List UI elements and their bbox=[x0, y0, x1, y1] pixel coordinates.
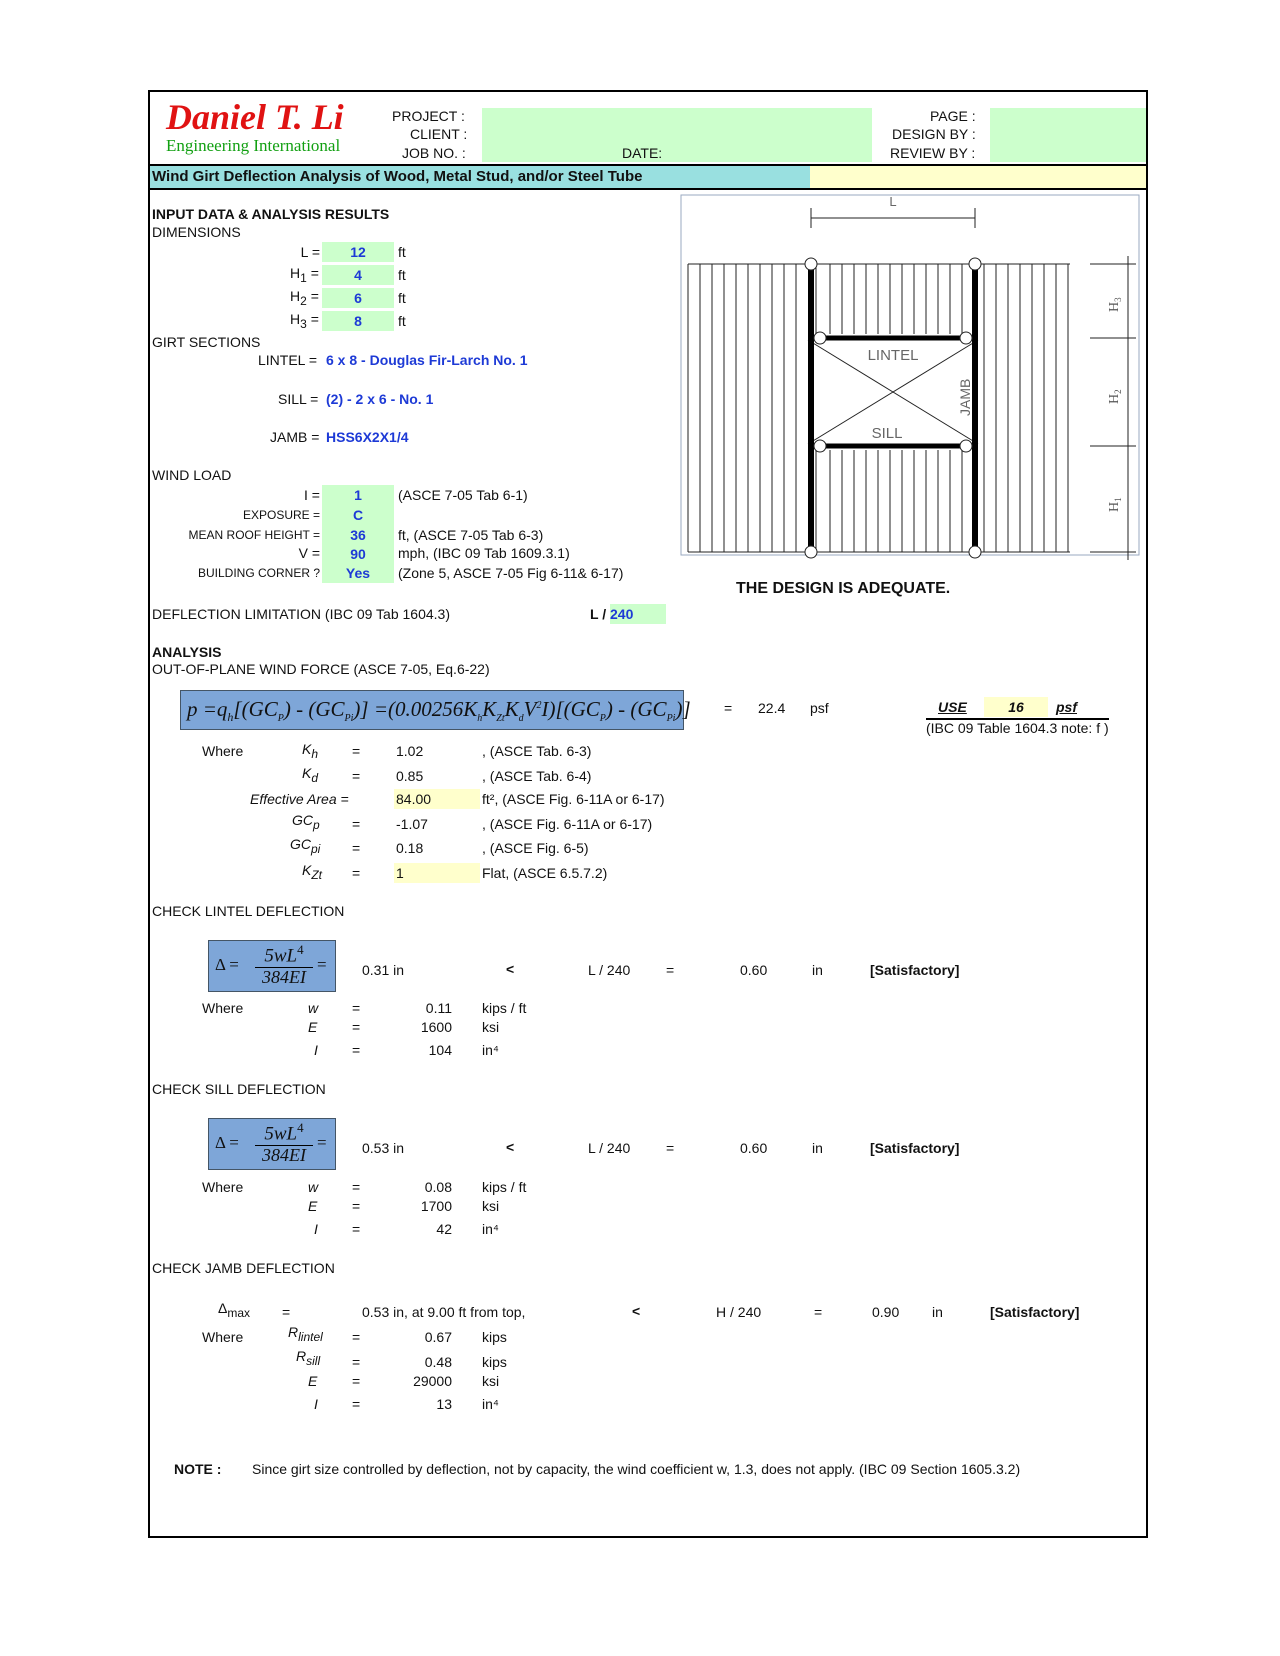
sill-E-val: 1700 bbox=[420, 1198, 452, 1214]
Kd-eq: = bbox=[352, 768, 361, 784]
jamb-limit: H / 240 bbox=[716, 1304, 762, 1320]
analysis-sub: OUT-OF-PLANE WIND FORCE (ASCE 7-05, Eq.6-22) bbox=[152, 661, 490, 677]
effective-area-input[interactable]: 84.00 bbox=[394, 789, 480, 809]
wind-load-heading: WIND LOAD bbox=[152, 467, 232, 483]
H3-label: $H_3$ = bbox=[290, 311, 319, 331]
Kh-note: , (ASCE Tab. 6-3) bbox=[482, 743, 592, 759]
jamb-E-sym: E bbox=[308, 1373, 318, 1389]
girt-sections-heading: GIRT SECTIONS bbox=[152, 334, 261, 350]
use-note: (IBC 09 Table 1604.3 note: f ) bbox=[926, 720, 1109, 736]
sill-eq: = bbox=[666, 1140, 675, 1156]
H2-unit: ft bbox=[398, 290, 406, 306]
sill-I-eq: = bbox=[352, 1221, 361, 1237]
diagram-H3-label: $H_3$ bbox=[1107, 297, 1123, 312]
sill-where: Where bbox=[202, 1179, 244, 1195]
Kh-eq: = bbox=[352, 743, 361, 759]
sill-allow: 0.60 bbox=[740, 1140, 768, 1156]
design-result: THE DESIGN IS ADEQUATE. bbox=[736, 580, 951, 597]
use-unit: psf bbox=[1056, 699, 1077, 715]
diagram-H1-label: $H_1$ bbox=[1107, 497, 1123, 512]
Kzt-symbol: $K_{Zt}$ bbox=[302, 862, 323, 882]
p-unit: psf bbox=[810, 700, 829, 716]
V-label: V = bbox=[298, 545, 320, 561]
jamb-Rs-val: 0.48 bbox=[424, 1354, 452, 1370]
jamb-where: Where bbox=[202, 1329, 244, 1345]
Kzt-input[interactable]: 1 bbox=[394, 863, 480, 883]
logo-name: Daniel T. Li bbox=[166, 97, 344, 137]
GCpi-value: 0.18 bbox=[396, 840, 424, 856]
title-bar bbox=[150, 164, 1146, 190]
p-eq: = bbox=[724, 700, 733, 716]
deflection-limit-label: DEFLECTION LIMITATION (IBC 09 Tab 1604.3) bbox=[152, 606, 450, 622]
lintel-I-unit: in⁴ bbox=[482, 1042, 499, 1058]
roof-height-input[interactable]: 36 bbox=[322, 525, 394, 545]
use-input[interactable]: 16 bbox=[984, 697, 1048, 717]
lintel-unit: in bbox=[812, 962, 823, 978]
L-unit: ft bbox=[398, 244, 406, 260]
sill-w-val: 0.08 bbox=[424, 1179, 452, 1195]
Kh-symbol: $K_h$ bbox=[302, 741, 319, 761]
sill-E-eq: = bbox=[352, 1198, 361, 1214]
use-label: USE bbox=[938, 699, 967, 715]
jamb-value[interactable]: HSS6X2X1/4 bbox=[326, 429, 409, 445]
project-label: PROJECT : bbox=[392, 108, 465, 124]
wind-force-formula: $p =q_h[(GC_P) - (GC_{Pi})] =(0.00256K_hK_{Zt}K_dV^2I)[(GC_P) - (GC_{Pi})]$ bbox=[180, 690, 684, 730]
I-label: I = bbox=[304, 487, 320, 503]
jamb-E-val: 29000 bbox=[413, 1373, 452, 1389]
jamb-Rl-eq: = bbox=[352, 1329, 361, 1345]
lintel-E-unit: ksi bbox=[482, 1019, 500, 1035]
H2-input[interactable]: 6 bbox=[322, 288, 394, 308]
GCp-value: -1.07 bbox=[396, 816, 428, 832]
sill-limit: L / 240 bbox=[588, 1140, 631, 1156]
Kd-note: , (ASCE Tab. 6-4) bbox=[482, 768, 592, 784]
sill-unit: in bbox=[812, 1140, 823, 1156]
jamb-label: JAMB = bbox=[270, 429, 320, 445]
page-label: PAGE : bbox=[930, 108, 976, 124]
V-note: mph, (IBC 09 Tab 1609.3.1) bbox=[398, 545, 570, 561]
H1-label: $H_1$ = bbox=[290, 265, 319, 285]
sill-value[interactable]: (2) - 2 x 6 - No. 1 bbox=[326, 391, 434, 407]
lintel-E-eq: = bbox=[352, 1019, 361, 1035]
project-field[interactable] bbox=[482, 108, 872, 162]
jamb-allow: 0.90 bbox=[872, 1304, 900, 1320]
corner-label: BUILDING CORNER ? bbox=[197, 566, 320, 580]
girt-diagram bbox=[680, 194, 1140, 564]
Kd-symbol: $K_d$ bbox=[302, 765, 319, 785]
lintel-E-val: 1600 bbox=[420, 1019, 452, 1035]
note-label: NOTE : bbox=[174, 1461, 222, 1477]
H1-unit: ft bbox=[398, 267, 406, 283]
Kzt-eq: = bbox=[352, 865, 361, 881]
lintel-value[interactable]: 6 x 8 - Douglas Fir-Larch No. 1 bbox=[326, 352, 528, 368]
sill-status: [Satisfactory] bbox=[870, 1140, 960, 1156]
GCpi-symbol: $GC_{pi}$ bbox=[290, 836, 321, 856]
H3-unit: ft bbox=[398, 313, 406, 329]
lintel-I-eq: = bbox=[352, 1042, 361, 1058]
GCp-eq: = bbox=[352, 816, 361, 832]
dimensions-heading: DIMENSIONS bbox=[152, 224, 241, 240]
lintel-where: Where bbox=[202, 1000, 244, 1016]
jamb-eq: = bbox=[814, 1304, 823, 1320]
exposure-input[interactable]: C bbox=[322, 505, 394, 525]
jamb-delta: 0.53 in, at 9.00 ft from top, bbox=[362, 1304, 526, 1320]
lintel-limit: L / 240 bbox=[588, 962, 631, 978]
lintel-E-sym: E bbox=[308, 1019, 318, 1035]
title-bg-yellow bbox=[810, 166, 1146, 188]
jamb-Rl-sym: $R_{lintel}$ bbox=[288, 1324, 323, 1344]
V-input[interactable]: 90 bbox=[322, 544, 394, 564]
sill-delta: 0.53 in bbox=[362, 1140, 405, 1156]
deflection-L: L / bbox=[590, 606, 607, 622]
job-label: JOB NO. : bbox=[402, 145, 466, 161]
effective-area-note: ft², (ASCE Fig. 6-11A or 6-17) bbox=[482, 791, 665, 807]
sill-E-unit: ksi bbox=[482, 1198, 500, 1214]
jamb-E-eq: = bbox=[352, 1373, 361, 1389]
sill-lt: < bbox=[506, 1139, 515, 1155]
date-label: DATE: bbox=[622, 145, 663, 161]
diagram-jamb-label: JAMB bbox=[957, 378, 973, 416]
jamb-eq0: = bbox=[282, 1304, 291, 1320]
GCpi-eq: = bbox=[352, 840, 361, 856]
Kzt-note: Flat, (ASCE 6.5.7.2) bbox=[482, 865, 608, 881]
lintel-deflection-formula: Δ = $5wL^4$ 384EI = bbox=[208, 940, 336, 992]
sill-I-sym: I bbox=[314, 1221, 318, 1237]
jamb-Rl-unit: kips bbox=[482, 1329, 507, 1345]
GCp-symbol: $GC_p$ bbox=[292, 812, 320, 832]
note-text: Since girt size controlled by deflection, not by capacity, the wind coefficient w, 1.3, does not apply. (IBC 09 Section 1605.3.2) bbox=[252, 1461, 1021, 1477]
jamb-I-eq: = bbox=[352, 1396, 361, 1412]
review-by-label: REVIEW BY : bbox=[890, 145, 976, 161]
effective-area-label: Effective Area = bbox=[250, 791, 349, 807]
sill-check-heading: CHECK SILL DEFLECTION bbox=[152, 1081, 326, 1097]
deflection-input[interactable]: 240 bbox=[610, 604, 666, 624]
exposure-label: EXPOSURE = bbox=[242, 508, 320, 522]
roof-height-note: ft, (ASCE 7-05 Tab 6-3) bbox=[398, 527, 544, 543]
jamb-Rs-eq: = bbox=[352, 1354, 361, 1370]
jamb-I-unit: in⁴ bbox=[482, 1396, 499, 1412]
page-title: Wind Girt Deflection Analysis of Wood, Metal Stud, and/or Steel Tube bbox=[152, 168, 643, 185]
lintel-w-sym: w bbox=[308, 1000, 319, 1016]
corner-input[interactable]: Yes bbox=[322, 563, 394, 583]
GCp-note: , (ASCE Fig. 6-11A or 6-17) bbox=[482, 816, 653, 832]
lintel-I-sym: I bbox=[314, 1042, 318, 1058]
jamb-delta-symbol: $\Delta_{max}$ bbox=[218, 1300, 251, 1320]
H3-input[interactable]: 8 bbox=[322, 311, 394, 331]
sill-w-unit: kips / ft bbox=[482, 1179, 527, 1195]
L-input[interactable]: 12 bbox=[322, 242, 394, 262]
roof-height-label: MEAN ROOF HEIGHT = bbox=[188, 528, 320, 542]
jamb-Rl-val: 0.67 bbox=[424, 1329, 452, 1345]
jamb-unit: in bbox=[932, 1304, 943, 1320]
Kh-value: 1.02 bbox=[396, 743, 424, 759]
jamb-lt: < bbox=[632, 1303, 641, 1319]
diagram-H2-label: $H_2$ bbox=[1107, 389, 1123, 404]
sill-I-unit: in⁴ bbox=[482, 1221, 499, 1237]
lintel-w-val: 0.11 bbox=[425, 1000, 452, 1016]
H2-label: $H_2$ = bbox=[290, 288, 319, 308]
jamb-status: [Satisfactory] bbox=[990, 1304, 1080, 1320]
jamb-Rs-sym: $R_{sill}$ bbox=[296, 1348, 321, 1368]
where-label: Where bbox=[202, 743, 244, 759]
diagram-lintel-label: LINTEL bbox=[867, 347, 919, 364]
jamb-I-val: 13 bbox=[436, 1396, 452, 1412]
input-heading: INPUT DATA & ANALYSIS RESULTS bbox=[152, 206, 390, 222]
jamb-Rs-unit: kips bbox=[482, 1354, 507, 1370]
client-label: CLIENT : bbox=[410, 126, 468, 142]
GCpi-note: , (ASCE Fig. 6-5) bbox=[482, 840, 589, 856]
lintel-label: LINTEL = bbox=[258, 352, 318, 368]
lintel-delta: 0.31 in bbox=[362, 962, 405, 978]
Kd-value: 0.85 bbox=[396, 768, 424, 784]
lintel-w-eq: = bbox=[352, 1000, 361, 1016]
sill-label: SILL = bbox=[278, 391, 319, 407]
sill-I-val: 42 bbox=[436, 1221, 452, 1237]
page-field[interactable] bbox=[990, 108, 1146, 162]
lintel-w-unit: kips / ft bbox=[482, 1000, 527, 1016]
sill-E-sym: E bbox=[308, 1198, 318, 1214]
logo-subtitle: Engineering International bbox=[166, 136, 341, 155]
sill-w-eq: = bbox=[352, 1179, 361, 1195]
jamb-E-unit: ksi bbox=[482, 1373, 500, 1389]
L-label: L = bbox=[300, 244, 320, 260]
lintel-status: [Satisfactory] bbox=[870, 962, 960, 978]
sill-w-sym: w bbox=[308, 1179, 319, 1195]
lintel-check-heading: CHECK LINTEL DEFLECTION bbox=[152, 903, 345, 919]
analysis-heading: ANALYSIS bbox=[152, 644, 222, 660]
I-input[interactable]: 1 bbox=[322, 485, 394, 505]
lintel-eq: = bbox=[666, 962, 675, 978]
I-note: (ASCE 7-05 Tab 6-1) bbox=[398, 487, 528, 503]
diagram-L-label: L bbox=[889, 194, 897, 209]
diagram-sill-label: SILL bbox=[871, 425, 903, 442]
corner-note: (Zone 5, ASCE 7-05 Fig 6-11& 6-17) bbox=[398, 565, 624, 581]
design-by-label: DESIGN BY : bbox=[892, 126, 976, 142]
H1-input[interactable]: 4 bbox=[322, 265, 394, 285]
lintel-allow: 0.60 bbox=[740, 962, 768, 978]
lintel-I-val: 104 bbox=[428, 1042, 452, 1058]
jamb-I-sym: I bbox=[314, 1396, 318, 1412]
lintel-lt: < bbox=[506, 961, 515, 977]
jamb-check-heading: CHECK JAMB DEFLECTION bbox=[152, 1260, 335, 1276]
sill-deflection-formula: Δ = $5wL^4$ 384EI = bbox=[208, 1118, 336, 1170]
p-value: 22.4 bbox=[758, 700, 786, 716]
